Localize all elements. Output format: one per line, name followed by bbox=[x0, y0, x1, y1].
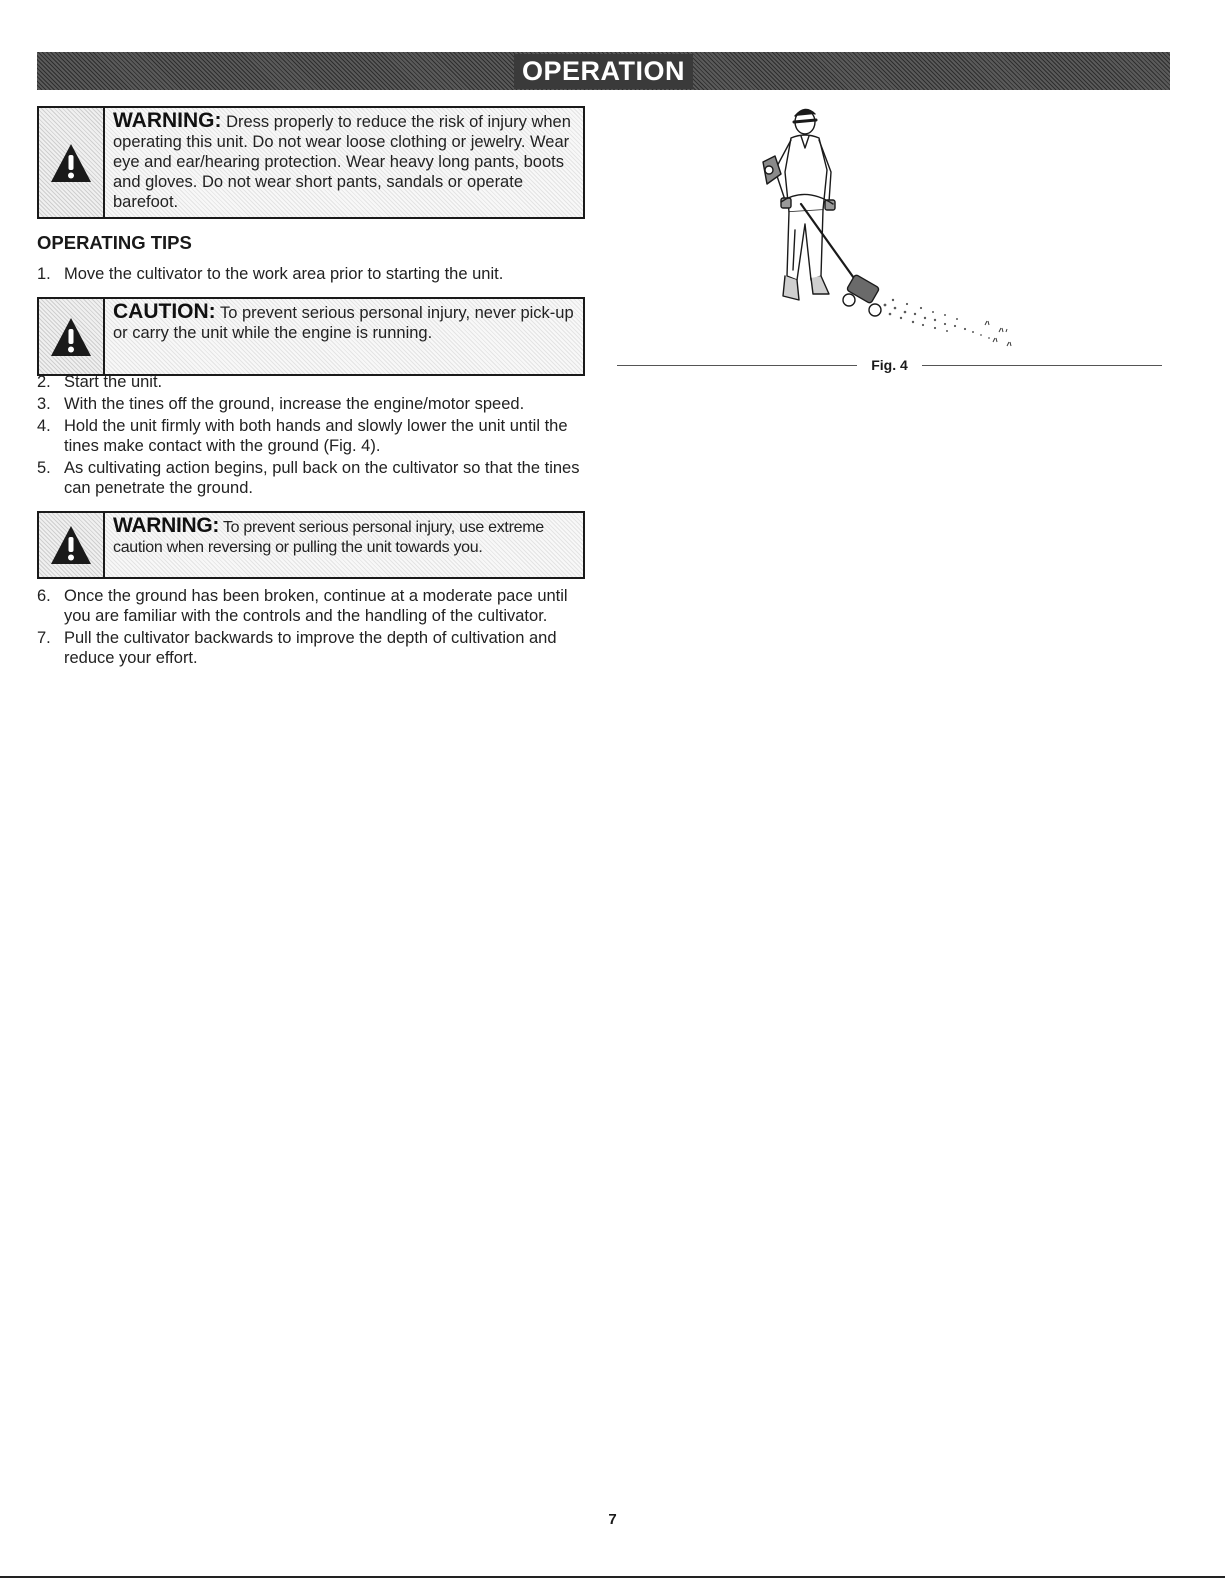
warning-text bbox=[105, 108, 583, 217]
list-item bbox=[37, 458, 597, 498]
caption-rule-right bbox=[922, 365, 1162, 366]
step-text: With the tines off the ground, increase the engine/motor speed. bbox=[64, 395, 525, 413]
caution-message: To prevent serious personal injury, never pick-up or carry the unit while the engine is running. bbox=[113, 304, 574, 342]
warning-icon-cell bbox=[39, 108, 105, 217]
caution-icon-cell bbox=[39, 299, 105, 374]
list-item bbox=[37, 394, 597, 414]
warning-triangle-icon bbox=[49, 142, 93, 184]
caption-rule-left bbox=[617, 365, 857, 366]
warning-text bbox=[105, 513, 583, 577]
step-number: 4. bbox=[37, 417, 51, 435]
warning-box-reversing bbox=[37, 511, 585, 579]
section-title: OPERATION bbox=[514, 54, 693, 89]
caution-signal-word: CAUTION: bbox=[113, 300, 216, 323]
step-number: 6. bbox=[37, 587, 51, 605]
warning-signal-word: WARNING: bbox=[113, 514, 220, 537]
step-number: 3. bbox=[37, 395, 51, 413]
step-number: 1. bbox=[37, 265, 51, 283]
step-text: Once the ground has been broken, continue at a moderate pace until you are familiar with the controls and the handling of the cultivator. bbox=[64, 587, 568, 625]
operating-tips-heading: OPERATING TIPS bbox=[37, 232, 192, 253]
steps-list-b bbox=[37, 372, 597, 500]
list-item bbox=[37, 586, 597, 626]
step-text: As cultivating action begins, pull back on the cultivator so that the tines can penetrate the ground. bbox=[64, 459, 580, 497]
section-banner bbox=[37, 52, 1170, 90]
figure-label: Fig. 4 bbox=[871, 357, 908, 373]
warning-message: Dress properly to reduce the risk of injury when operating this unit. Do not wear loose clothing or jewelry. Wear eye and ear/hearing protection. Wear heavy long pants, boots and gloves. Do not wear short pants, sandals or operate barefoot. bbox=[113, 113, 571, 211]
caution-box bbox=[37, 297, 585, 376]
step-text: Move the cultivator to the work area prior to starting the unit. bbox=[64, 265, 504, 283]
step-text: Start the unit. bbox=[64, 373, 163, 391]
steps-list-c bbox=[37, 586, 597, 670]
steps-list-a bbox=[37, 264, 597, 286]
list-item bbox=[37, 264, 597, 284]
step-number: 5. bbox=[37, 459, 51, 477]
step-text: Hold the unit firmly with both hands and slowly lower the unit until the tines make contact with the ground (Fig. 4). bbox=[64, 417, 568, 455]
bottom-divider bbox=[0, 1576, 1225, 1578]
step-text: Pull the cultivator backwards to improve the depth of cultivation and reduce your effort. bbox=[64, 629, 557, 667]
warning-signal-word: WARNING: bbox=[113, 109, 222, 132]
figure-caption bbox=[617, 355, 1162, 375]
list-item bbox=[37, 372, 597, 392]
step-number: 2. bbox=[37, 373, 51, 391]
warning-triangle-icon bbox=[49, 316, 93, 358]
warning-message: To prevent serious personal injury, use extreme caution when reversing or pulling the unit towards you. bbox=[113, 519, 544, 556]
list-item bbox=[37, 416, 597, 456]
warning-icon-cell bbox=[39, 513, 105, 577]
caution-text bbox=[105, 299, 583, 374]
step-number: 7. bbox=[37, 629, 51, 647]
page-number: 7 bbox=[608, 1511, 617, 1528]
warning-box-dress bbox=[37, 106, 585, 219]
warning-triangle-icon bbox=[49, 524, 93, 566]
list-item bbox=[37, 628, 597, 668]
cultivator-operator-illustration bbox=[745, 100, 1035, 355]
